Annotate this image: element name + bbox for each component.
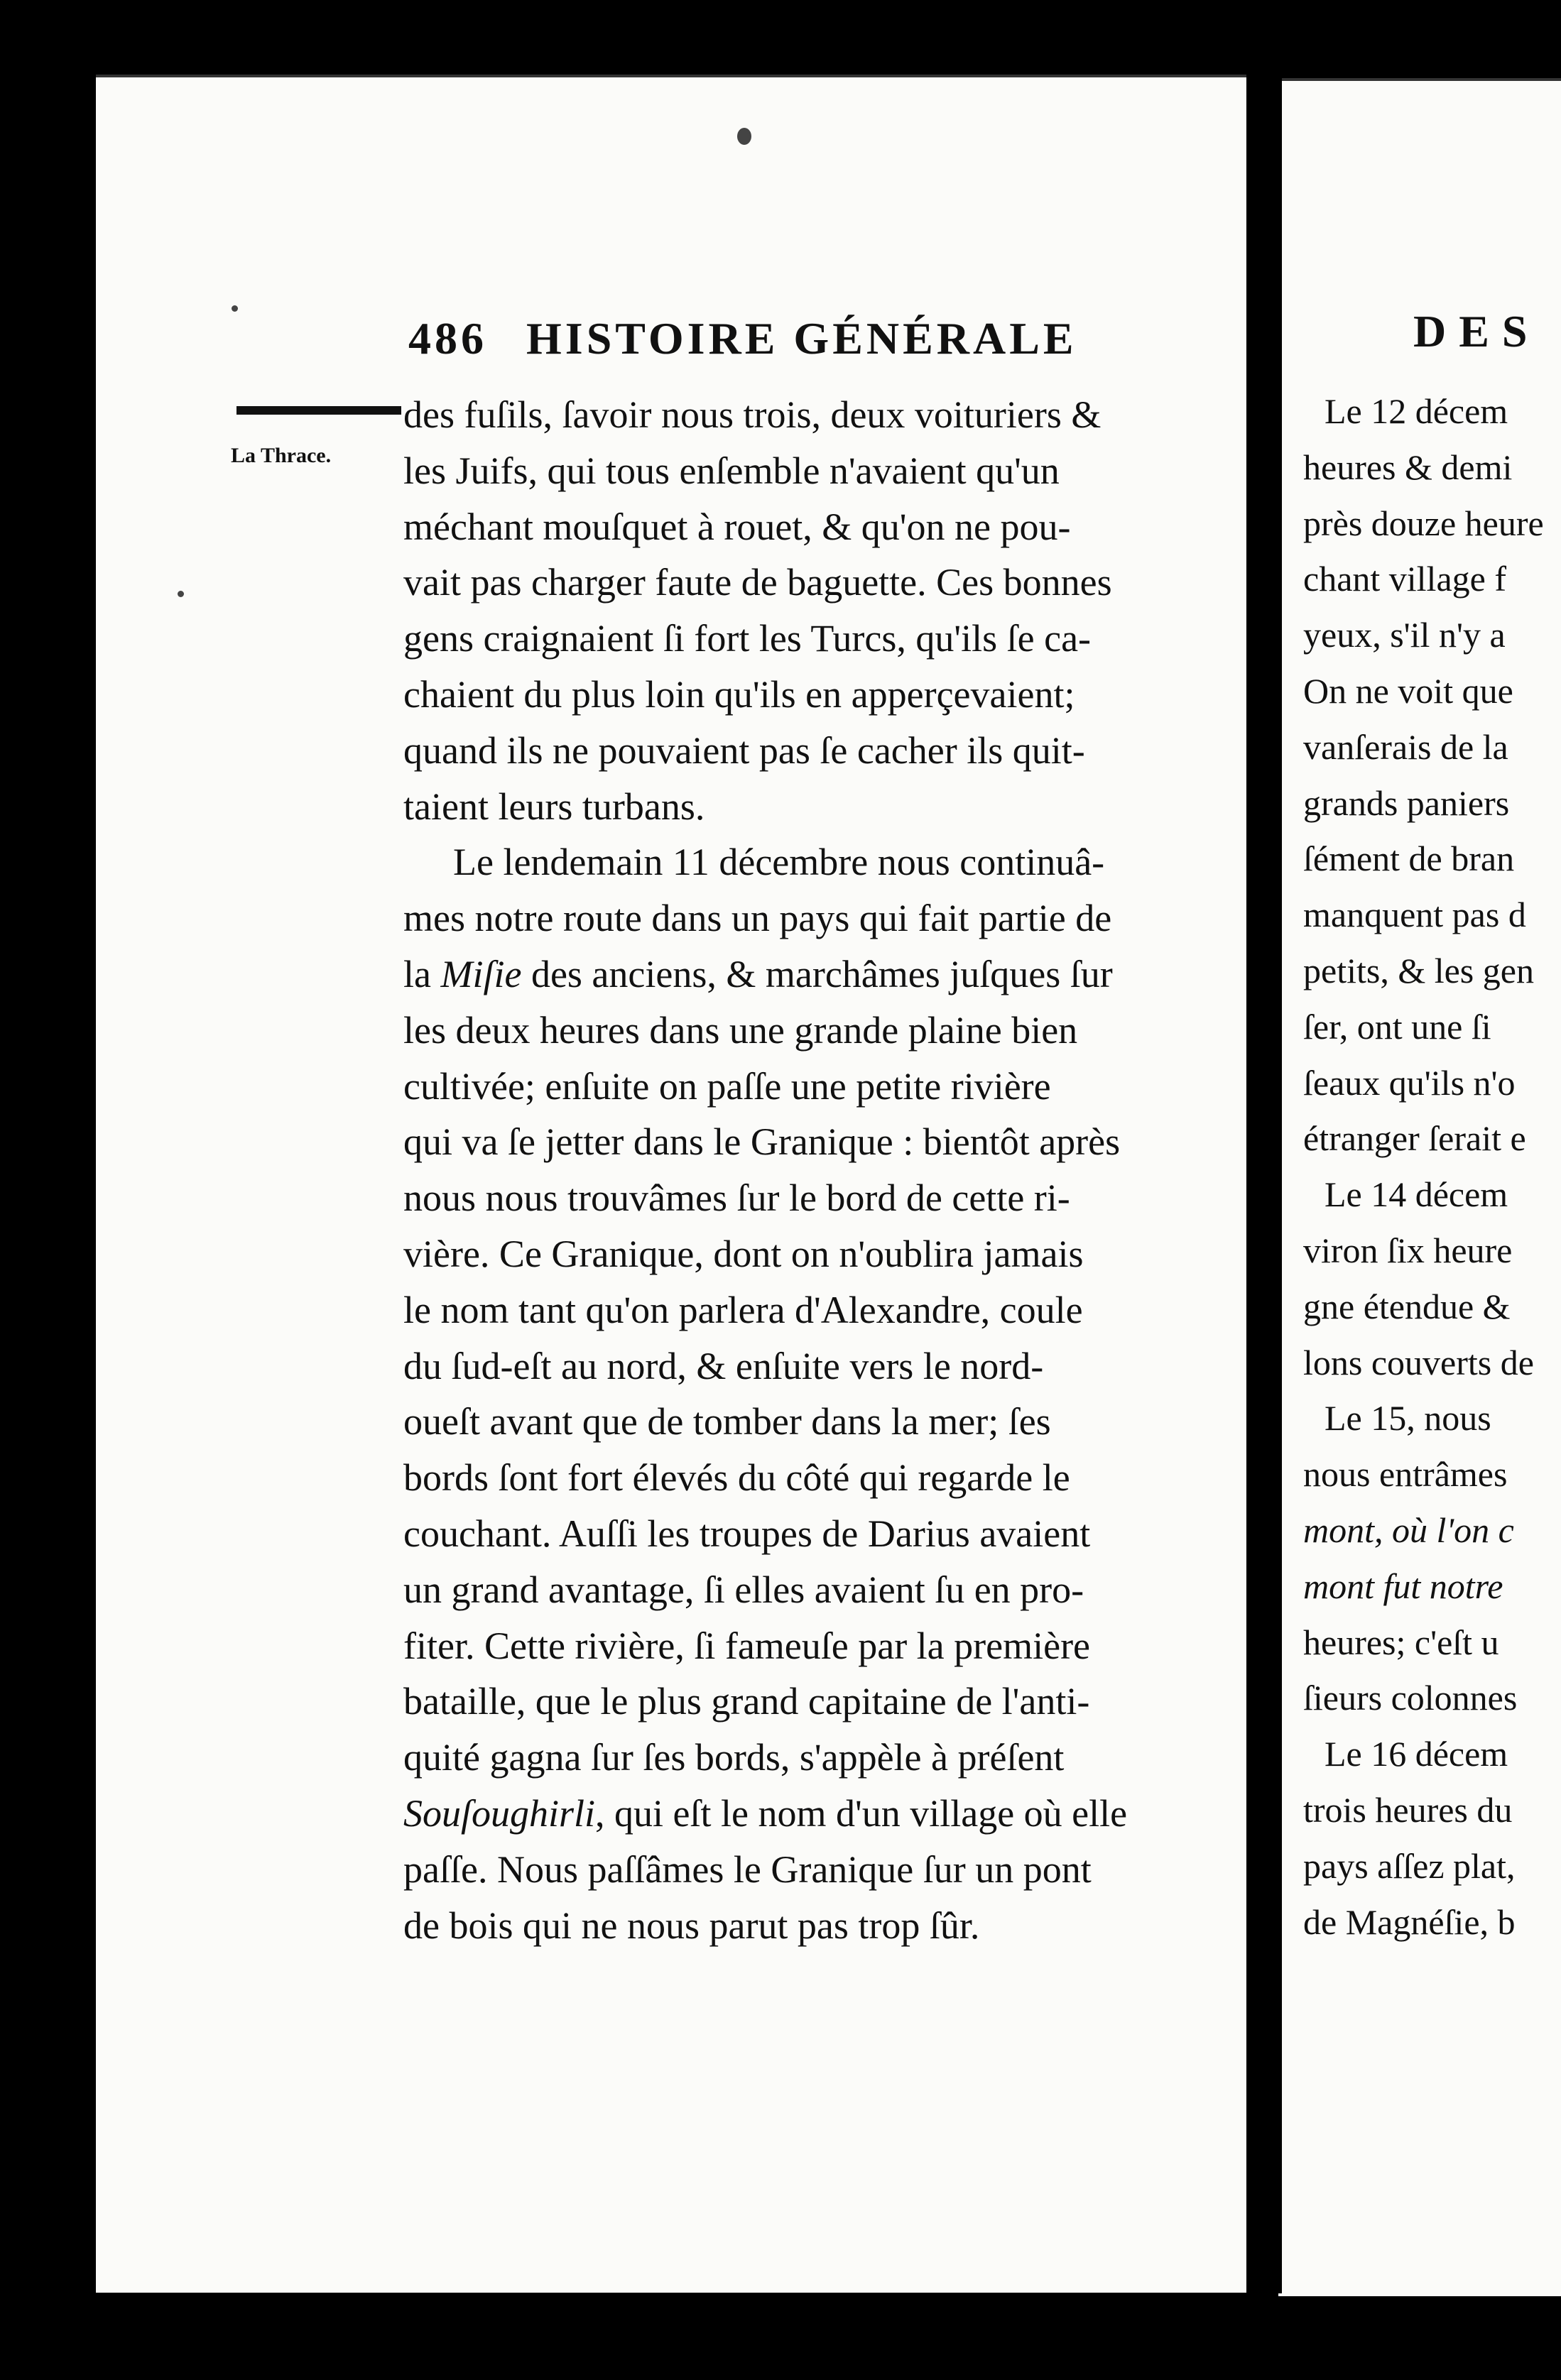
text-line: On ne voit que	[1303, 670, 1513, 711]
text-line: mes notre route dans un pays qui fait partie de	[403, 897, 1112, 940]
text-line: gens craignaient ſi fort les Turcs, qu'ils ſe ca-	[403, 617, 1092, 660]
text-line: nous entrâmes	[1303, 1454, 1508, 1495]
text-line: des fuſils, ſavoir nous trois, deux voituriers &	[403, 393, 1102, 436]
text-line: mont, où l'on c	[1303, 1510, 1514, 1550]
text-line: quand ils ne pouvaient pas ſe cacher ils quit-	[403, 728, 1085, 772]
text-line: ſer, ont une ſi	[1303, 1006, 1491, 1047]
text-line: un grand avantage, ſi elles avaient ſu en pro-	[403, 1568, 1084, 1611]
text-line: chant village f	[1303, 559, 1506, 599]
text-line: taient leurs turbans.	[403, 785, 705, 828]
text-line: fiter. Cette rivière, ſi fameuſe par la première	[403, 1624, 1091, 1667]
margin-rule	[236, 406, 401, 415]
text-line: heures; c'eſt u	[1303, 1622, 1499, 1662]
text-line: vanſerais de la	[1303, 726, 1508, 767]
text-line: petits, & les gen	[1303, 950, 1534, 990]
text-line: yeux, s'il n'y a	[1303, 615, 1506, 655]
text-line: cultivée; enſuite on paſſe une petite rivière	[403, 1064, 1051, 1108]
text-line: ſeaux qu'ils n'o	[1303, 1062, 1516, 1103]
text-line: paſſe. Nous paſſâmes le Granique ſur un pont	[403, 1847, 1092, 1891]
text-line: Souſoughirli, qui eſt le nom d'un village où elle	[403, 1791, 1128, 1835]
text-line: Le 12 décem	[1325, 391, 1508, 431]
text-line: viron ſix heure	[1303, 1230, 1513, 1270]
text-line: la Miſie des anciens, & marchâmes juſques ſur	[403, 952, 1113, 995]
text-line: étranger ſerait e	[1303, 1118, 1526, 1159]
ink-speck	[737, 128, 751, 145]
body-text	[403, 387, 1249, 1953]
text-line: chaient du plus loin qu'ils en apperçevaient;	[403, 672, 1075, 716]
right-running-head: DES	[1413, 306, 1540, 356]
text-line: lons couverts de	[1303, 1342, 1534, 1382]
text-line: bords ſont fort élevés du côté qui regarde le	[403, 1456, 1070, 1500]
text-line: Le lendemain 11 décembre nous continuâ-	[453, 841, 1105, 884]
text-line: heures & demi	[1303, 447, 1513, 487]
text-line: mont fut notre	[1303, 1566, 1503, 1606]
italic-name: Miſie	[440, 952, 522, 995]
page-number: 486	[408, 313, 487, 364]
text-line: les deux heures dans une grande plaine bien	[403, 1008, 1078, 1052]
text-line: grands paniers	[1303, 782, 1510, 823]
text-line: Le 16 décem	[1325, 1734, 1508, 1774]
ink-speck	[178, 591, 184, 597]
text-line: ſieurs colonnes	[1303, 1678, 1518, 1718]
text-line: Le 14 décem	[1325, 1174, 1508, 1215]
book-gutter	[1246, 71, 1282, 2293]
text-line: quité gagna ſur ſes bords, s'appèle à préſent	[403, 1736, 1065, 1779]
text-line: les Juifs, qui tous enſemble n'avaient qu'un	[403, 449, 1060, 492]
text-line: vait pas charger faute de baguette. Ces bonnes	[403, 561, 1112, 604]
right-body-text	[1303, 383, 1561, 1950]
text-line: de Magnéſie, b	[1303, 1901, 1516, 1942]
text-line: Le 15, nous	[1325, 1398, 1491, 1439]
text-line: près douze heure	[1303, 503, 1544, 543]
text-line: le nom tant qu'on parlera d'Alexandre, coule	[403, 1288, 1083, 1331]
text-line: pays aſſez plat,	[1303, 1845, 1516, 1886]
text-line: ſément de bran	[1303, 839, 1515, 879]
text-line: vière. Ce Granique, dont on n'oublira jamais	[403, 1232, 1084, 1275]
text-line: de bois qui ne nous parut pas trop ſûr.	[403, 1904, 980, 1947]
text-line: trois heures du	[1303, 1789, 1513, 1830]
text-line: méchant mouſquet à rouet, & qu'on ne pou-	[403, 505, 1071, 548]
running-head-title: HISTOIRE GÉNÉRALE	[526, 313, 1077, 364]
ink-speck	[232, 305, 238, 312]
text-line: nous nous trouvâmes ſur le bord de cette ri-	[403, 1177, 1070, 1220]
text-line: manquent pas d	[1303, 895, 1526, 935]
text-line: du ſud-eſt au nord, & enſuite vers le nord-	[403, 1344, 1044, 1387]
text-line: oueſt avant que de tomber dans la mer; ſes	[403, 1400, 1051, 1443]
italic-name: Souſoughirli	[403, 1791, 596, 1835]
running-head	[408, 312, 1154, 365]
text-line: bataille, que le plus grand capitaine de l'anti-	[403, 1680, 1090, 1723]
margin-note: La Thrace.	[231, 444, 332, 467]
text-line: couchant. Auſſi les troupes de Darius avaient	[403, 1512, 1091, 1555]
text-line: qui va ſe jetter dans le Granique : bientôt après	[403, 1120, 1121, 1164]
text-line: gne étendue &	[1303, 1286, 1511, 1326]
